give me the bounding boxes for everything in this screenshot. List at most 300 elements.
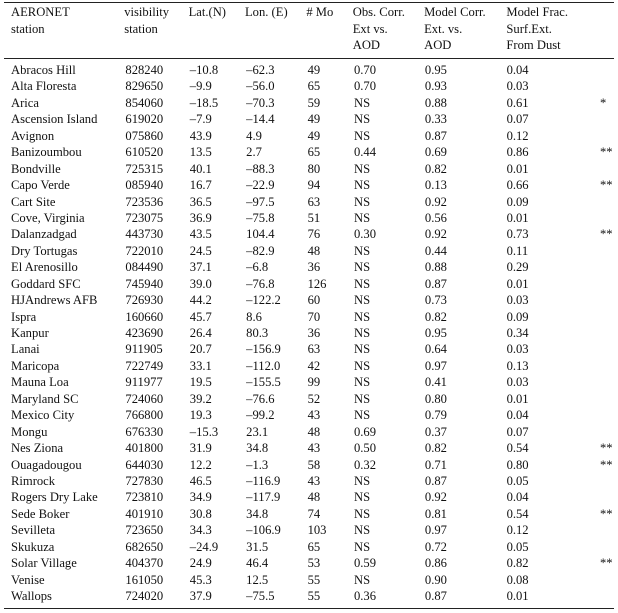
table-cell: Cart Site	[11, 194, 56, 209]
table-cell: 80	[307, 161, 321, 176]
table-cell: 51	[307, 210, 321, 225]
table-cell: 0.93	[424, 79, 447, 94]
table-cell: 676330	[125, 424, 164, 439]
table-cell	[600, 359, 614, 375]
table-cell: El Arenosillo	[11, 260, 78, 275]
table-cell: 43	[307, 473, 321, 488]
table-cell: 0.54	[506, 506, 529, 521]
table-cell: –9.9	[189, 79, 212, 94]
table-cell: 43.5	[189, 227, 212, 242]
table-cell: 0.03	[506, 375, 529, 390]
table-cell	[600, 474, 614, 490]
table-cell: NS	[353, 523, 371, 538]
table-cell: 34.8	[246, 506, 269, 521]
table-cell	[600, 540, 614, 556]
table-cell: **	[599, 441, 613, 456]
table-cell: 723810	[125, 490, 164, 505]
table-cell: 23.1	[246, 424, 269, 439]
column-header	[600, 4, 614, 54]
table-cell: 085940	[125, 178, 164, 193]
table-cell: 43	[307, 441, 321, 456]
table-cell: –82.9	[246, 243, 275, 258]
table-cell: 45.3	[189, 572, 212, 587]
table-cell: 0.50	[353, 441, 377, 456]
table-cell: –18.5	[189, 95, 219, 110]
table-cell: 0.66	[506, 178, 529, 193]
table-cell: 30.8	[189, 506, 212, 521]
table-cell: 58	[307, 457, 321, 472]
table-cell: Maryland SC	[11, 391, 79, 406]
table-cell: 854060	[125, 95, 164, 110]
table-row	[4, 310, 614, 326]
table-cell	[600, 260, 614, 276]
table-cell: 0.87	[424, 128, 447, 143]
table-cell: 70	[307, 309, 321, 324]
table-cell: 126	[307, 276, 327, 291]
table-cell: 0.92	[424, 194, 447, 209]
table-cell: 401910	[125, 506, 164, 521]
table-cell: **	[599, 227, 613, 242]
table-cell: 55	[307, 572, 321, 587]
table-cell: 34.8	[246, 441, 269, 456]
table-cell: **	[599, 506, 613, 521]
table-cell: NS	[353, 161, 371, 176]
table-row	[4, 277, 614, 293]
table-row	[4, 195, 614, 211]
table-cell: 0.69	[353, 424, 377, 439]
table-cell: Solar Village	[11, 556, 77, 571]
table-cell	[600, 573, 614, 589]
table-cell: 0.82	[424, 309, 447, 324]
table-cell: 0.61	[506, 95, 529, 110]
table-cell: 48	[307, 243, 321, 258]
table-cell: 0.73	[424, 293, 447, 308]
column-header-line: Model Frac.	[506, 5, 568, 19]
table-row	[4, 342, 614, 358]
table-cell: –75.5	[246, 589, 275, 603]
column-header	[245, 4, 306, 54]
table-cell: 65	[307, 79, 321, 94]
table-row	[4, 392, 614, 408]
table-cell	[600, 490, 614, 506]
column-header-line: Ext. vs.	[424, 21, 463, 36]
top-rule	[4, 2, 614, 3]
table-cell: 727830	[125, 473, 164, 488]
table-cell: 911905	[125, 342, 163, 357]
table-cell	[600, 408, 614, 424]
table-cell: 104.4	[246, 227, 275, 242]
table-cell: –76.6	[246, 391, 275, 406]
table-cell: 0.30	[353, 227, 377, 242]
table-cell: 401800	[125, 441, 164, 456]
table-cell: 0.69	[424, 145, 447, 160]
table-cell: –112.0	[246, 358, 281, 373]
table-cell: Mongu	[11, 424, 48, 439]
column-header-line: Ext vs.	[352, 21, 388, 36]
table-cell: 48	[307, 424, 321, 439]
table-cell: 8.6	[246, 309, 262, 324]
table-cell: 19.3	[189, 408, 212, 423]
table-cell: 161050	[125, 572, 164, 587]
table-cell: 0.82	[424, 441, 447, 456]
table-cell: NS	[353, 408, 371, 423]
table-cell: 46.5	[189, 473, 212, 488]
table-cell: 0.01	[506, 210, 529, 225]
table-cell: –24.9	[189, 539, 219, 554]
table-cell: 13.5	[189, 145, 212, 160]
table-cell: –14.4	[246, 112, 275, 127]
table-row	[4, 178, 614, 194]
column-header-line: From Dust	[506, 38, 561, 52]
table-cell: NS	[353, 95, 371, 110]
table-cell: 36.9	[189, 210, 212, 225]
table-cell: 724060	[125, 391, 164, 406]
column-header-line: visibility	[124, 5, 170, 19]
table-cell: 0.56	[424, 210, 447, 225]
table-cell: Sede Boker	[11, 506, 70, 521]
table-cell: NS	[353, 391, 371, 406]
table-cell: Capo Verde	[11, 178, 70, 193]
table-cell	[600, 326, 614, 342]
table-cell: 49	[307, 128, 321, 143]
column-header-line: station	[11, 21, 45, 36]
table-cell: NS	[353, 178, 371, 193]
table-cell: 0.11	[506, 243, 529, 258]
table-cell: 0.70	[353, 79, 377, 94]
table-cell: NS	[353, 210, 371, 225]
table-row	[4, 244, 614, 260]
table-cell	[600, 293, 614, 309]
table-cell: 0.37	[424, 424, 447, 439]
table-cell	[600, 79, 614, 95]
table-cell: Ascension Island	[11, 112, 98, 127]
table-cell: Bondville	[11, 161, 61, 176]
table-cell: –117.9	[246, 490, 281, 505]
table-row	[4, 162, 614, 178]
table-cell: Kanpur	[11, 326, 49, 340]
table-cell: 19.5	[189, 375, 212, 390]
table-row	[4, 573, 614, 589]
table-cell: Maricopa	[11, 358, 60, 373]
table-cell	[600, 310, 614, 326]
table-cell: HJAndrews AFB	[11, 293, 98, 308]
table-cell: 829650	[125, 79, 164, 94]
table-cell: 0.03	[506, 79, 529, 94]
table-cell: 31.5	[246, 539, 269, 554]
table-cell: 0.87	[424, 276, 447, 291]
table-cell: NS	[353, 260, 371, 275]
table-cell: 766800	[125, 408, 164, 423]
table-cell: 49	[307, 63, 321, 77]
table-cell: –116.9	[246, 473, 281, 488]
table-cell: 0.01	[506, 589, 529, 603]
table-row	[4, 227, 614, 243]
table-cell: 0.72	[424, 539, 447, 554]
table-row	[4, 145, 614, 161]
table-cell: 0.80	[506, 457, 529, 472]
table-cell	[600, 112, 614, 128]
table-row	[4, 375, 614, 391]
table-cell: Sevilleta	[11, 523, 56, 538]
table-cell: 24.9	[189, 556, 212, 571]
table-cell: 43	[307, 408, 321, 423]
table-cell	[600, 425, 614, 441]
table-row	[4, 211, 614, 227]
table-cell: NS	[353, 539, 371, 554]
table-cell: 34.9	[189, 490, 212, 505]
table-cell: 33.1	[189, 358, 212, 373]
table-cell: 722749	[125, 358, 164, 373]
table-cell: Ispra	[11, 309, 37, 324]
table-cell: 0.54	[506, 441, 529, 456]
table-cell: 94	[307, 178, 321, 193]
table-cell: Goddard SFC	[11, 276, 81, 291]
table-cell: –106.9	[246, 523, 281, 538]
table-cell: 745940	[125, 276, 164, 291]
table-cell: NS	[353, 326, 371, 340]
table-cell: Lanai	[11, 342, 40, 357]
table-cell: Nes Ziona	[11, 441, 64, 456]
table-cell: –7.9	[189, 112, 212, 127]
table-cell	[600, 162, 614, 178]
table-cell: –76.8	[246, 276, 275, 291]
table-cell: 0.59	[353, 556, 377, 571]
table-cell: 084490	[125, 260, 164, 275]
table-cell: 16.7	[189, 178, 212, 193]
table-cell	[600, 277, 614, 293]
table-cell: –62.3	[246, 63, 275, 77]
table-cell	[600, 63, 614, 79]
table-row	[4, 112, 614, 128]
table-cell: 0.05	[506, 539, 529, 554]
table-row	[4, 260, 614, 276]
table-cell: 0.64	[424, 342, 447, 357]
table-cell: 80.3	[246, 326, 269, 340]
table-row	[4, 540, 614, 556]
table-cell: 722010	[125, 243, 164, 258]
table-cell: 0.12	[506, 523, 529, 538]
table-cell: Avignon	[11, 128, 55, 143]
table-cell: NS	[353, 490, 371, 505]
table-cell: 63	[307, 194, 321, 209]
table-cell: NS	[353, 309, 371, 324]
table-cell: 726930	[125, 293, 164, 308]
table-cell: –156.9	[246, 342, 281, 357]
table-cell: 0.09	[506, 309, 529, 324]
table-cell: NS	[353, 194, 371, 209]
table-cell: 0.32	[353, 457, 377, 472]
table-cell: 443730	[125, 227, 164, 242]
table-cell: 0.87	[424, 473, 447, 488]
table-cell: Alta Floresta	[11, 79, 77, 94]
table-cell: –99.2	[246, 408, 275, 423]
table-cell: 0.13	[424, 178, 447, 193]
table-cell: 43.9	[189, 128, 212, 143]
table-cell: 34.3	[189, 523, 212, 538]
table-cell: 0.88	[424, 260, 447, 275]
table-cell: –15.3	[189, 424, 219, 439]
table-cell: 0.71	[424, 457, 447, 472]
column-header	[4, 4, 124, 54]
table-cell: NS	[353, 506, 371, 521]
table-cell: 0.05	[506, 473, 529, 488]
table-cell: 49	[307, 112, 321, 127]
table-body	[4, 63, 614, 605]
table-cell: 0.80	[424, 391, 447, 406]
table-cell: **	[599, 178, 613, 193]
table-cell: 0.29	[506, 260, 529, 275]
column-header	[506, 4, 600, 54]
table-cell: Mauna Loa	[11, 375, 69, 390]
table-cell: 65	[307, 145, 321, 160]
table-cell: NS	[353, 112, 371, 127]
table-cell: 723536	[125, 194, 164, 209]
table-cell: Dry Tortugas	[11, 243, 78, 258]
table-cell: 0.86	[424, 556, 447, 571]
table-cell: 075860	[125, 128, 164, 143]
table-cell: 48	[307, 490, 321, 505]
table-cell: 0.73	[506, 227, 529, 242]
table-cell: 0.04	[506, 490, 529, 505]
table-cell: 55	[307, 589, 321, 603]
table-cell: NS	[353, 243, 371, 258]
table-cell: 619020	[125, 112, 164, 127]
table-cell: Cove, Virginia	[11, 210, 85, 225]
table-cell: 0.81	[424, 506, 447, 521]
table-cell: 0.07	[506, 112, 529, 127]
table-row	[4, 129, 614, 145]
table-cell: 0.44	[424, 243, 447, 258]
table-cell: 39.0	[189, 276, 212, 291]
table-cell: Skukuza	[11, 539, 55, 554]
table-cell	[600, 375, 614, 391]
table-cell: Rogers Dry Lake	[11, 490, 98, 505]
table-row	[4, 293, 614, 309]
table-cell: 44.2	[189, 293, 212, 308]
table-row	[4, 556, 614, 572]
table-cell: –97.5	[246, 194, 275, 209]
table-cell: Abracos Hill	[11, 63, 76, 77]
table-cell: –75.8	[246, 210, 275, 225]
table-cell: Mexico City	[11, 408, 75, 423]
table-cell: Venise	[11, 572, 45, 587]
header-row	[4, 4, 614, 54]
table-cell: 37.1	[189, 260, 212, 275]
table-cell: 24.5	[189, 243, 212, 258]
table-cell: 0.01	[506, 391, 529, 406]
table-cell: NS	[353, 358, 371, 373]
table-cell: 0.41	[424, 375, 447, 390]
table-cell: 0.09	[506, 194, 529, 209]
table-row	[4, 441, 614, 457]
table-cell: 0.92	[424, 490, 447, 505]
table-row	[4, 425, 614, 441]
table-cell: 0.88	[424, 95, 447, 110]
table-row	[4, 63, 614, 79]
table-cell: NS	[353, 572, 371, 587]
column-header-line: Lat.(N)	[188, 5, 227, 19]
column-header-line: # Mo	[306, 5, 334, 19]
table-cell: 0.70	[353, 63, 377, 77]
table-cell: 682650	[125, 539, 164, 554]
table-cell: *	[599, 95, 607, 110]
table-cell	[600, 589, 614, 605]
table-cell	[600, 129, 614, 145]
column-header-line: Obs. Corr.	[352, 5, 405, 19]
table-row	[4, 326, 614, 342]
table-cell: NS	[353, 276, 371, 291]
table-cell: –10.8	[189, 63, 219, 77]
table-cell: –70.3	[246, 95, 275, 110]
table-cell: 26.4	[189, 326, 212, 340]
table-cell	[600, 211, 614, 227]
table-cell: 46.4	[246, 556, 269, 571]
table-cell: 724020	[125, 589, 164, 603]
table-cell: Rimrock	[11, 473, 56, 488]
header-rule	[4, 58, 614, 59]
table-cell: 610520	[125, 145, 164, 160]
table-cell: 0.87	[424, 589, 447, 603]
table-cell: 99	[307, 375, 321, 390]
table-cell: **	[599, 556, 613, 571]
table-cell: 0.44	[353, 145, 377, 160]
table-cell: 36	[307, 260, 321, 275]
table-cell: 0.04	[506, 63, 529, 77]
table-cell: 0.82	[424, 161, 447, 176]
table-cell: 423690	[125, 326, 164, 340]
table-cell: 53	[307, 556, 321, 571]
column-header-line: Surf.Ext.	[506, 21, 552, 36]
table-cell: 40.1	[189, 161, 212, 176]
table-cell: 2.7	[246, 145, 262, 160]
table-cell: –6.8	[246, 260, 269, 275]
table-cell: 42	[307, 358, 321, 373]
table-cell: 0.33	[424, 112, 447, 127]
table-cell: 59	[307, 95, 321, 110]
table-cell: 0.07	[506, 424, 529, 439]
column-header-line: Model Corr.	[424, 5, 486, 19]
table-cell: 0.36	[353, 589, 377, 603]
table-cell	[600, 195, 614, 211]
column-header	[424, 4, 506, 54]
table-cell: NS	[353, 128, 371, 143]
table-cell: 0.03	[506, 342, 529, 357]
table-row	[4, 474, 614, 490]
column-header	[353, 4, 424, 54]
table-cell: 404370	[125, 556, 164, 571]
table-cell: 52	[307, 391, 321, 406]
table-cell: 12.5	[246, 572, 269, 587]
column-header-line: AOD	[424, 38, 452, 52]
table-cell: 74	[307, 506, 321, 521]
table-cell: Dalanzadgad	[11, 227, 77, 242]
table-cell: 0.34	[506, 326, 529, 340]
bottom-rule	[4, 608, 614, 609]
table-cell: 103	[307, 523, 327, 538]
table-cell: –56.0	[246, 79, 275, 94]
table-row	[4, 507, 614, 523]
table-cell: 0.92	[424, 227, 447, 242]
column-header	[124, 4, 188, 54]
table-cell: **	[599, 457, 613, 472]
table-cell: 4.9	[246, 128, 262, 143]
table-cell: NS	[353, 473, 371, 488]
table-cell: 644030	[125, 457, 164, 472]
column-header	[189, 4, 245, 54]
table-cell: 828240	[125, 63, 164, 77]
column-header-line: Lon. (E)	[244, 5, 288, 19]
table-cell: **	[599, 145, 613, 160]
